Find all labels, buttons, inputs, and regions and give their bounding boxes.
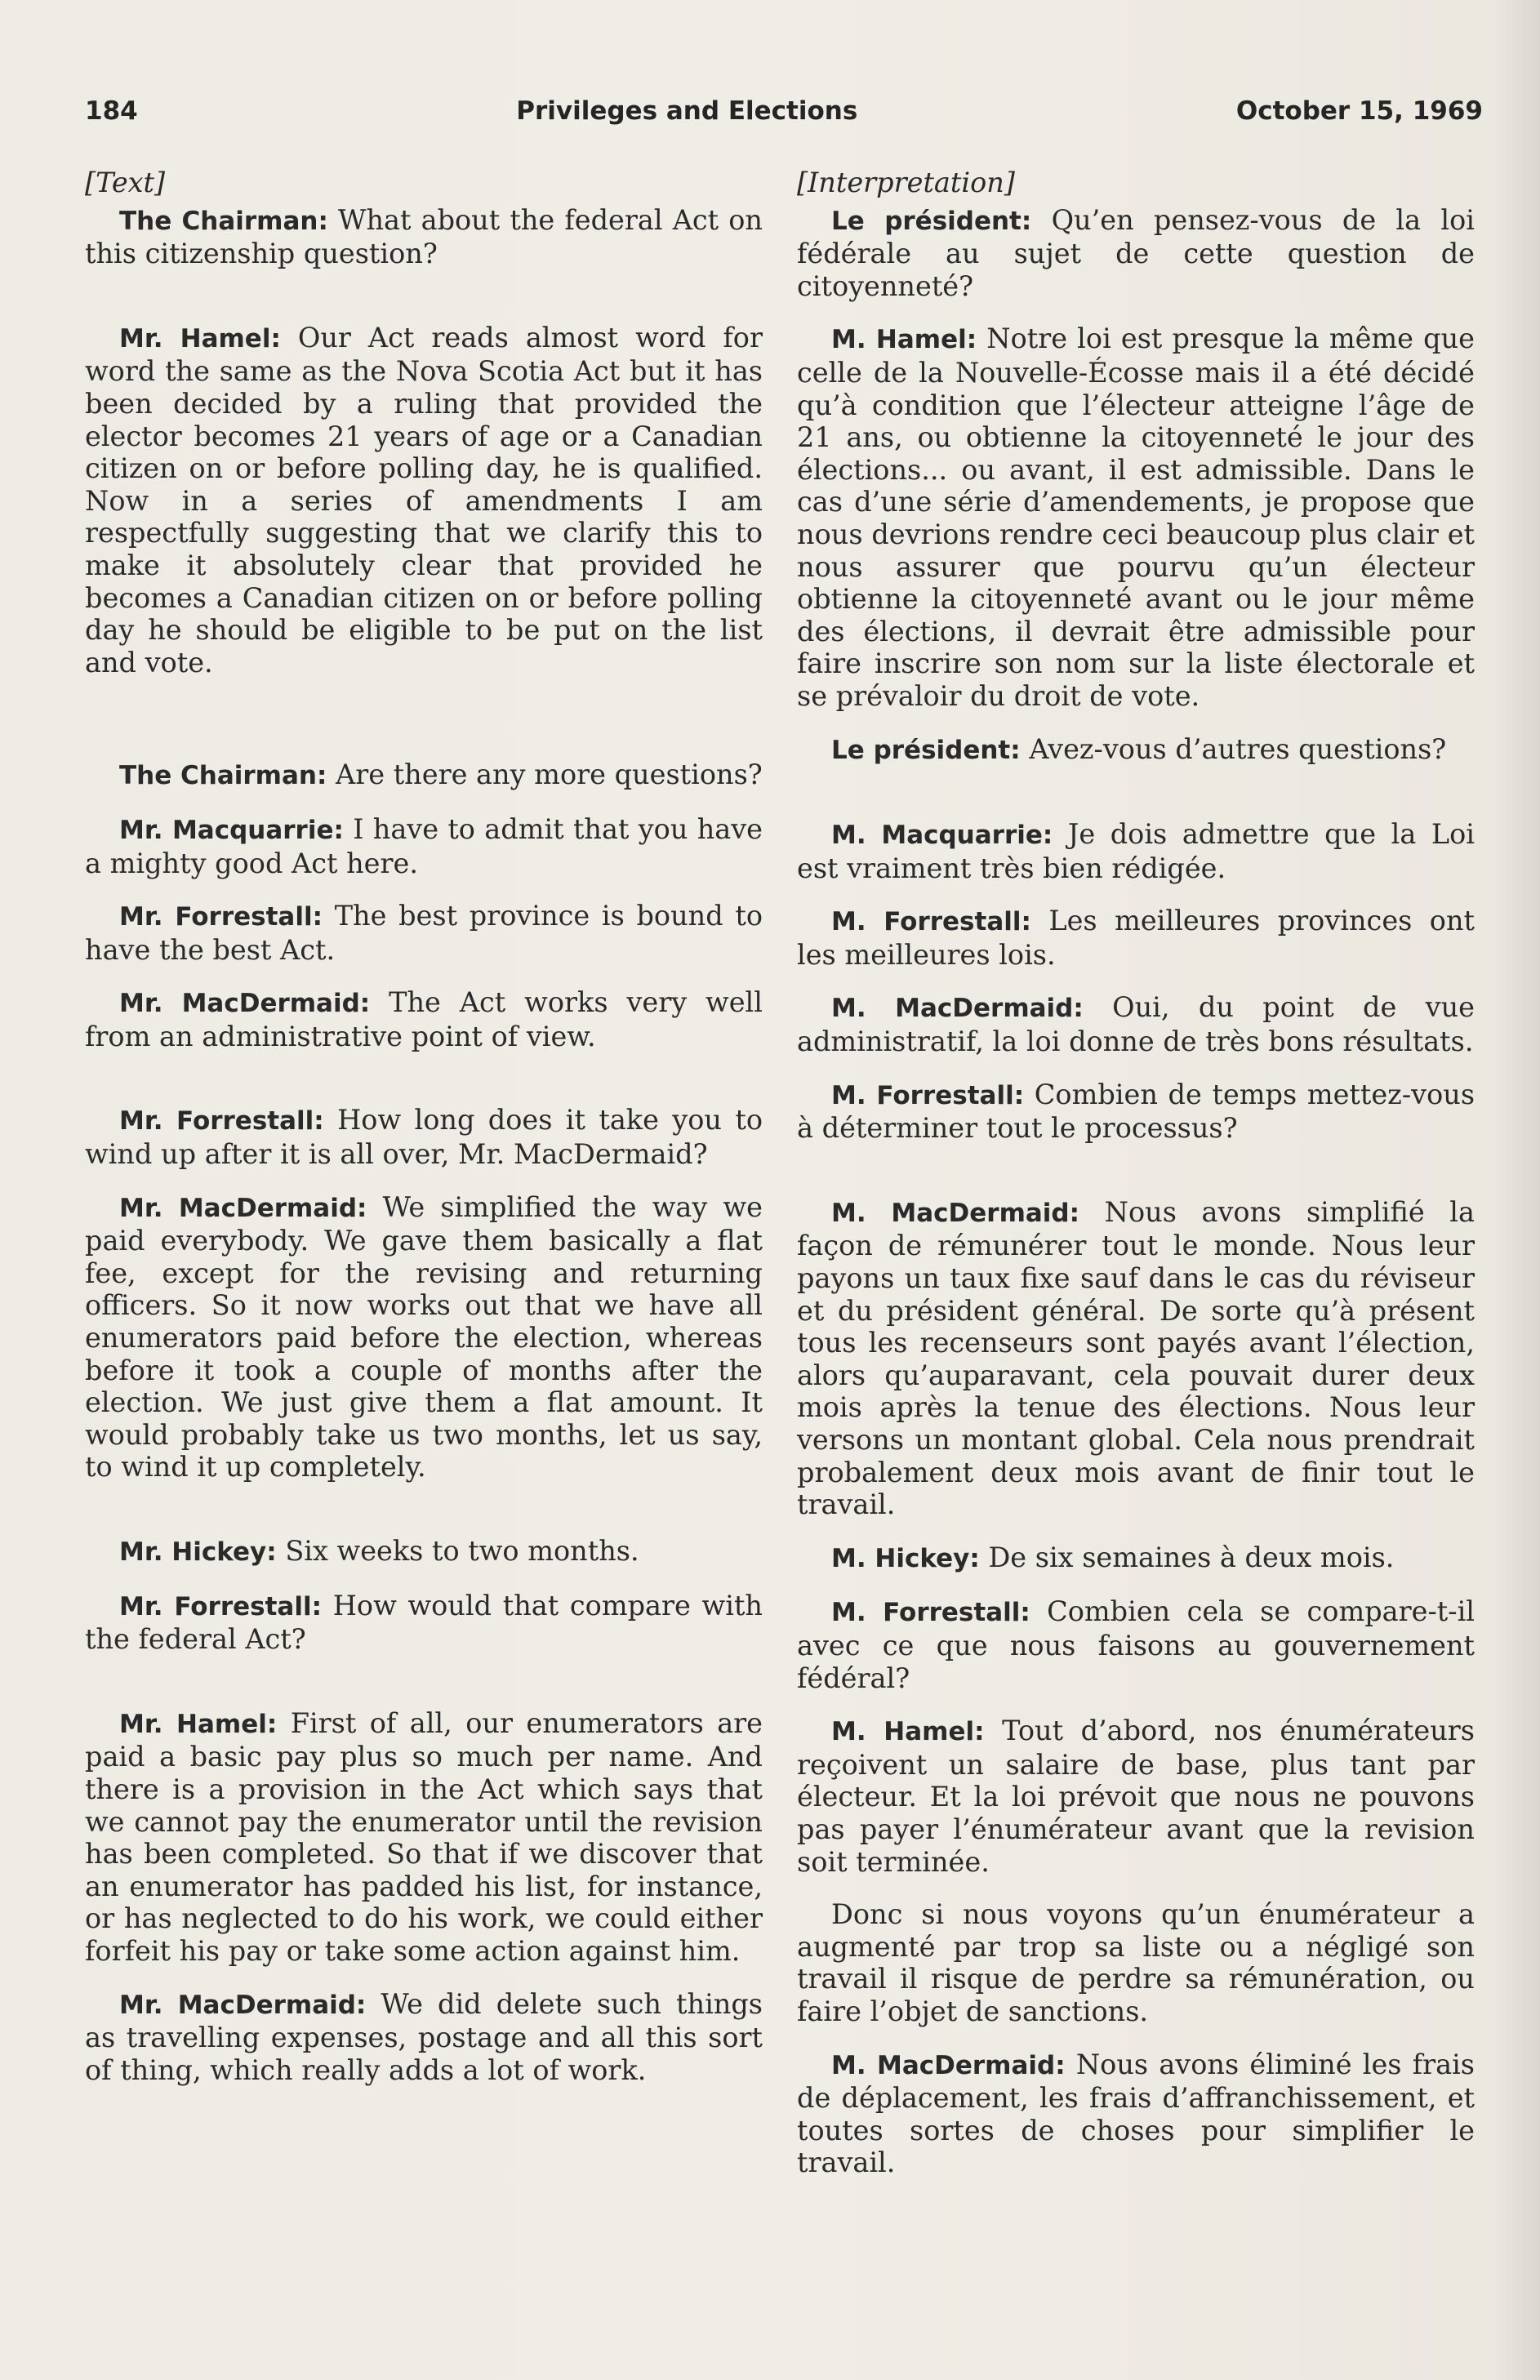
speaker-name: Le président: [831, 735, 1021, 765]
speaker-name: Mr. MacDermaid: [119, 989, 371, 1019]
paragraph-text: Six weeks to two months. [285, 1535, 639, 1567]
page-number: 184 [85, 96, 138, 126]
speaker-name: The Chairman: [119, 761, 327, 791]
transcript-paragraph [797, 991, 1475, 1057]
transcript-paragraph [85, 758, 763, 793]
transcript-paragraph [797, 2049, 1475, 2179]
transcript-paragraph [797, 1079, 1475, 1145]
transcript-paragraph [85, 322, 763, 679]
speaker-name: M. Hamel: [831, 325, 977, 355]
speaker-name: M. MacDermaid: [831, 1198, 1080, 1228]
speaker-name: M. Hickey: [831, 1543, 980, 1573]
paragraph-text: Combien de temps mettez-vous à déterminer tout le processus? [797, 1078, 1475, 1145]
running-title: Privileges and Elections [516, 96, 858, 126]
transcript-paragraph [85, 1707, 763, 1968]
paragraph-text: Are there any more questions? [336, 758, 763, 791]
column-tag: [Interpretation] [797, 167, 1015, 198]
transcript-paragraph [797, 1898, 1475, 2027]
speaker-name: M. Forrestall: [831, 1598, 1030, 1628]
transcript-paragraph [85, 1191, 763, 1484]
french-column [797, 167, 1475, 2179]
speaker-name: Mr. Macquarrie: [119, 815, 344, 845]
transcript-paragraph [797, 204, 1475, 303]
speaker-name: M. Hamel: [831, 1717, 985, 1747]
paragraph-text: Qu’en pensez-vous de la loi fédérale au sujet de cette question de citoyenneté? [797, 203, 1475, 302]
speaker-name: M. Macquarrie: [831, 821, 1053, 851]
transcript-paragraph [85, 1535, 763, 1569]
speaker-name: Le président: [831, 206, 1032, 236]
paragraph-text: First of all, our enumerators are paid a basic pay plus so much per name. And there is a provision in the Act which says that we cannot pay the enumerator until the revision has been completed. So that if we discover that an enumerator has padded his list, for instance, or has neglected to do his work, we could either forfeit his pay or take some action against him. [85, 1706, 763, 1967]
speaker-name: Mr. Hamel: [119, 323, 281, 354]
paragraph-text: How long does it take you to wind up after it is all over, Mr. MacDermaid? [85, 1104, 763, 1171]
paragraph-text: Nous avons simplifié la façon de rémunérer tout le monde. Nous leur payons un taux fixe sauf dans le cas du réviseur et du président général. De sorte qu’à présent tous les recenseurs sont payés avant l’élection, alors qu’auparavant, cela pouvait durer deux mois après la tenue des élections. Nous leur versons un montant global. Cela nous prendrait probalement deux mois avant de finir tout le travail. [797, 1195, 1475, 1521]
speaker-name: M. MacDermaid: [831, 2050, 1066, 2080]
speaker-name: The Chairman: [119, 206, 328, 236]
speaker-name: Mr. Forrestall: [119, 902, 323, 932]
speaker-name: Mr. Hickey: [119, 1537, 277, 1567]
paragraph-text: The Act works very well from an administrative point of view. [85, 986, 763, 1052]
paragraph-text: How would that compare with the federal Act? [85, 1589, 763, 1656]
transcript-paragraph [85, 1590, 763, 1656]
paragraph-text: We did delete such things as travelling expenses, postage and all this sort of thing, which really adds a lot of work. [85, 1987, 763, 2086]
paragraph-text: Les meilleures provinces ont les meilleures lois. [797, 905, 1475, 971]
transcript-paragraph [85, 204, 763, 270]
page-header [85, 96, 1483, 126]
paragraph-text: We simplified the way we paid everybody. We gave them basically a flat fee, except for the revising and returning officers. So it now works out that we have all enumerators paid before the election, whereas before it took a couple of months after the election. We just give them a flat amount. It would probably take us two months, let us say, to wind it up completely. [85, 1190, 763, 1484]
transcript-paragraph [85, 1988, 763, 2087]
transcript-paragraph [797, 1715, 1475, 1878]
paragraph-text: De six semaines à deux mois. [988, 1541, 1395, 1573]
paragraph-text: Nous avons éliminé les frais de déplacement, les frais d’affranchissement, et toutes sortes de choses pour simplifier le travail. [797, 2048, 1475, 2179]
transcript-paragraph [797, 733, 1475, 767]
speaker-name: Mr. Hamel: [119, 1709, 278, 1739]
speaker-name: Mr. MacDermaid: [119, 1990, 367, 2020]
paragraph-text: Avez-vous d’autres questions? [1029, 732, 1447, 765]
paragraph-text: The best province is bound to have the best Act. [85, 900, 763, 966]
paragraph-text: I have to admit that you have a mighty good Act here. [85, 812, 763, 879]
speaker-name: M. MacDermaid: [831, 994, 1084, 1024]
paragraph-text: Oui, du point de vue administratif, la loi donne de très bons résultats. [797, 991, 1475, 1058]
speaker-name: M. Forrestall: [831, 907, 1031, 937]
transcript-paragraph [797, 1196, 1475, 1521]
paragraph-text: Our Act reads almost word for word the same as the Nova Scotia Act but it has been decided by a ruling that provided the elector becomes 21 years of age or a Canadian citizen on or before polling day, he is qualified. Now in a series of amendments I am respectfully suggesting that we clarify this to make it absolutely clear that provided he becomes a Canadian citizen on or before polling day he should be eligible to be put on the list and vote. [85, 321, 763, 678]
english-column [85, 167, 763, 2086]
page-date: October 15, 1969 [1235, 96, 1483, 126]
speaker-name: Mr. Forrestall: [119, 1591, 322, 1622]
transcript-paragraph [797, 905, 1475, 971]
paragraph-text: Donc si nous voyons qu’un énumérateur a augmenté par trop sa liste ou a négligé son travail il risque de perdre sa rémunération, ou faire l’objet de sanctions. [797, 1898, 1475, 2027]
transcript-paragraph [85, 1104, 763, 1170]
transcript-paragraph [797, 1541, 1475, 1576]
paragraph-text: Tout d’abord, nos énumérateurs reçoivent un salaire de base, plus tant par électeur. Et la loi prévoit que nous ne pouvons pas payer l’énumérateur avant que la revision soit terminée. [797, 1715, 1475, 1878]
paragraph-text: Notre loi est presque la même que celle de la Nouvelle-Écosse mais il a été décidé qu’à condition que l’électeur atteigne l’âge de 21 ans, ou obtienne la citoyenneté le jour des élections... ou avant, il est admissible. Dans le cas d’une série d’amendements, je propose que nous devrions rendre ceci beaucoup plus clair et nous assurer que pourvu qu’un électeur obtienne la citoyenneté avant ou le jour même des élections, il devrait être admissible pour faire inscrire son nom sur la liste électorale et se prévaloir du droit de vote. [797, 323, 1475, 712]
transcript-paragraph [797, 323, 1475, 712]
transcript-paragraph [797, 1595, 1475, 1694]
column-tag: [Text] [85, 167, 166, 198]
paragraph-text: What about the federal Act on this citizenship question? [85, 203, 763, 270]
speaker-name: Mr. MacDermaid: [119, 1193, 367, 1223]
transcript-paragraph [797, 818, 1475, 884]
speaker-name: M. Forrestall: [831, 1080, 1025, 1110]
speaker-name: Mr. Forrestall: [119, 1106, 324, 1137]
paragraph-text: Combien cela se compare-t-il avec ce que nous faisons au gouvernement fédéral? [797, 1595, 1475, 1694]
transcript-paragraph [85, 900, 763, 966]
paragraph-text: Je dois admettre que la Loi est vraiment très bien rédigée. [797, 818, 1475, 884]
transcript-paragraph [85, 813, 763, 879]
transcript-paragraph [85, 986, 763, 1052]
